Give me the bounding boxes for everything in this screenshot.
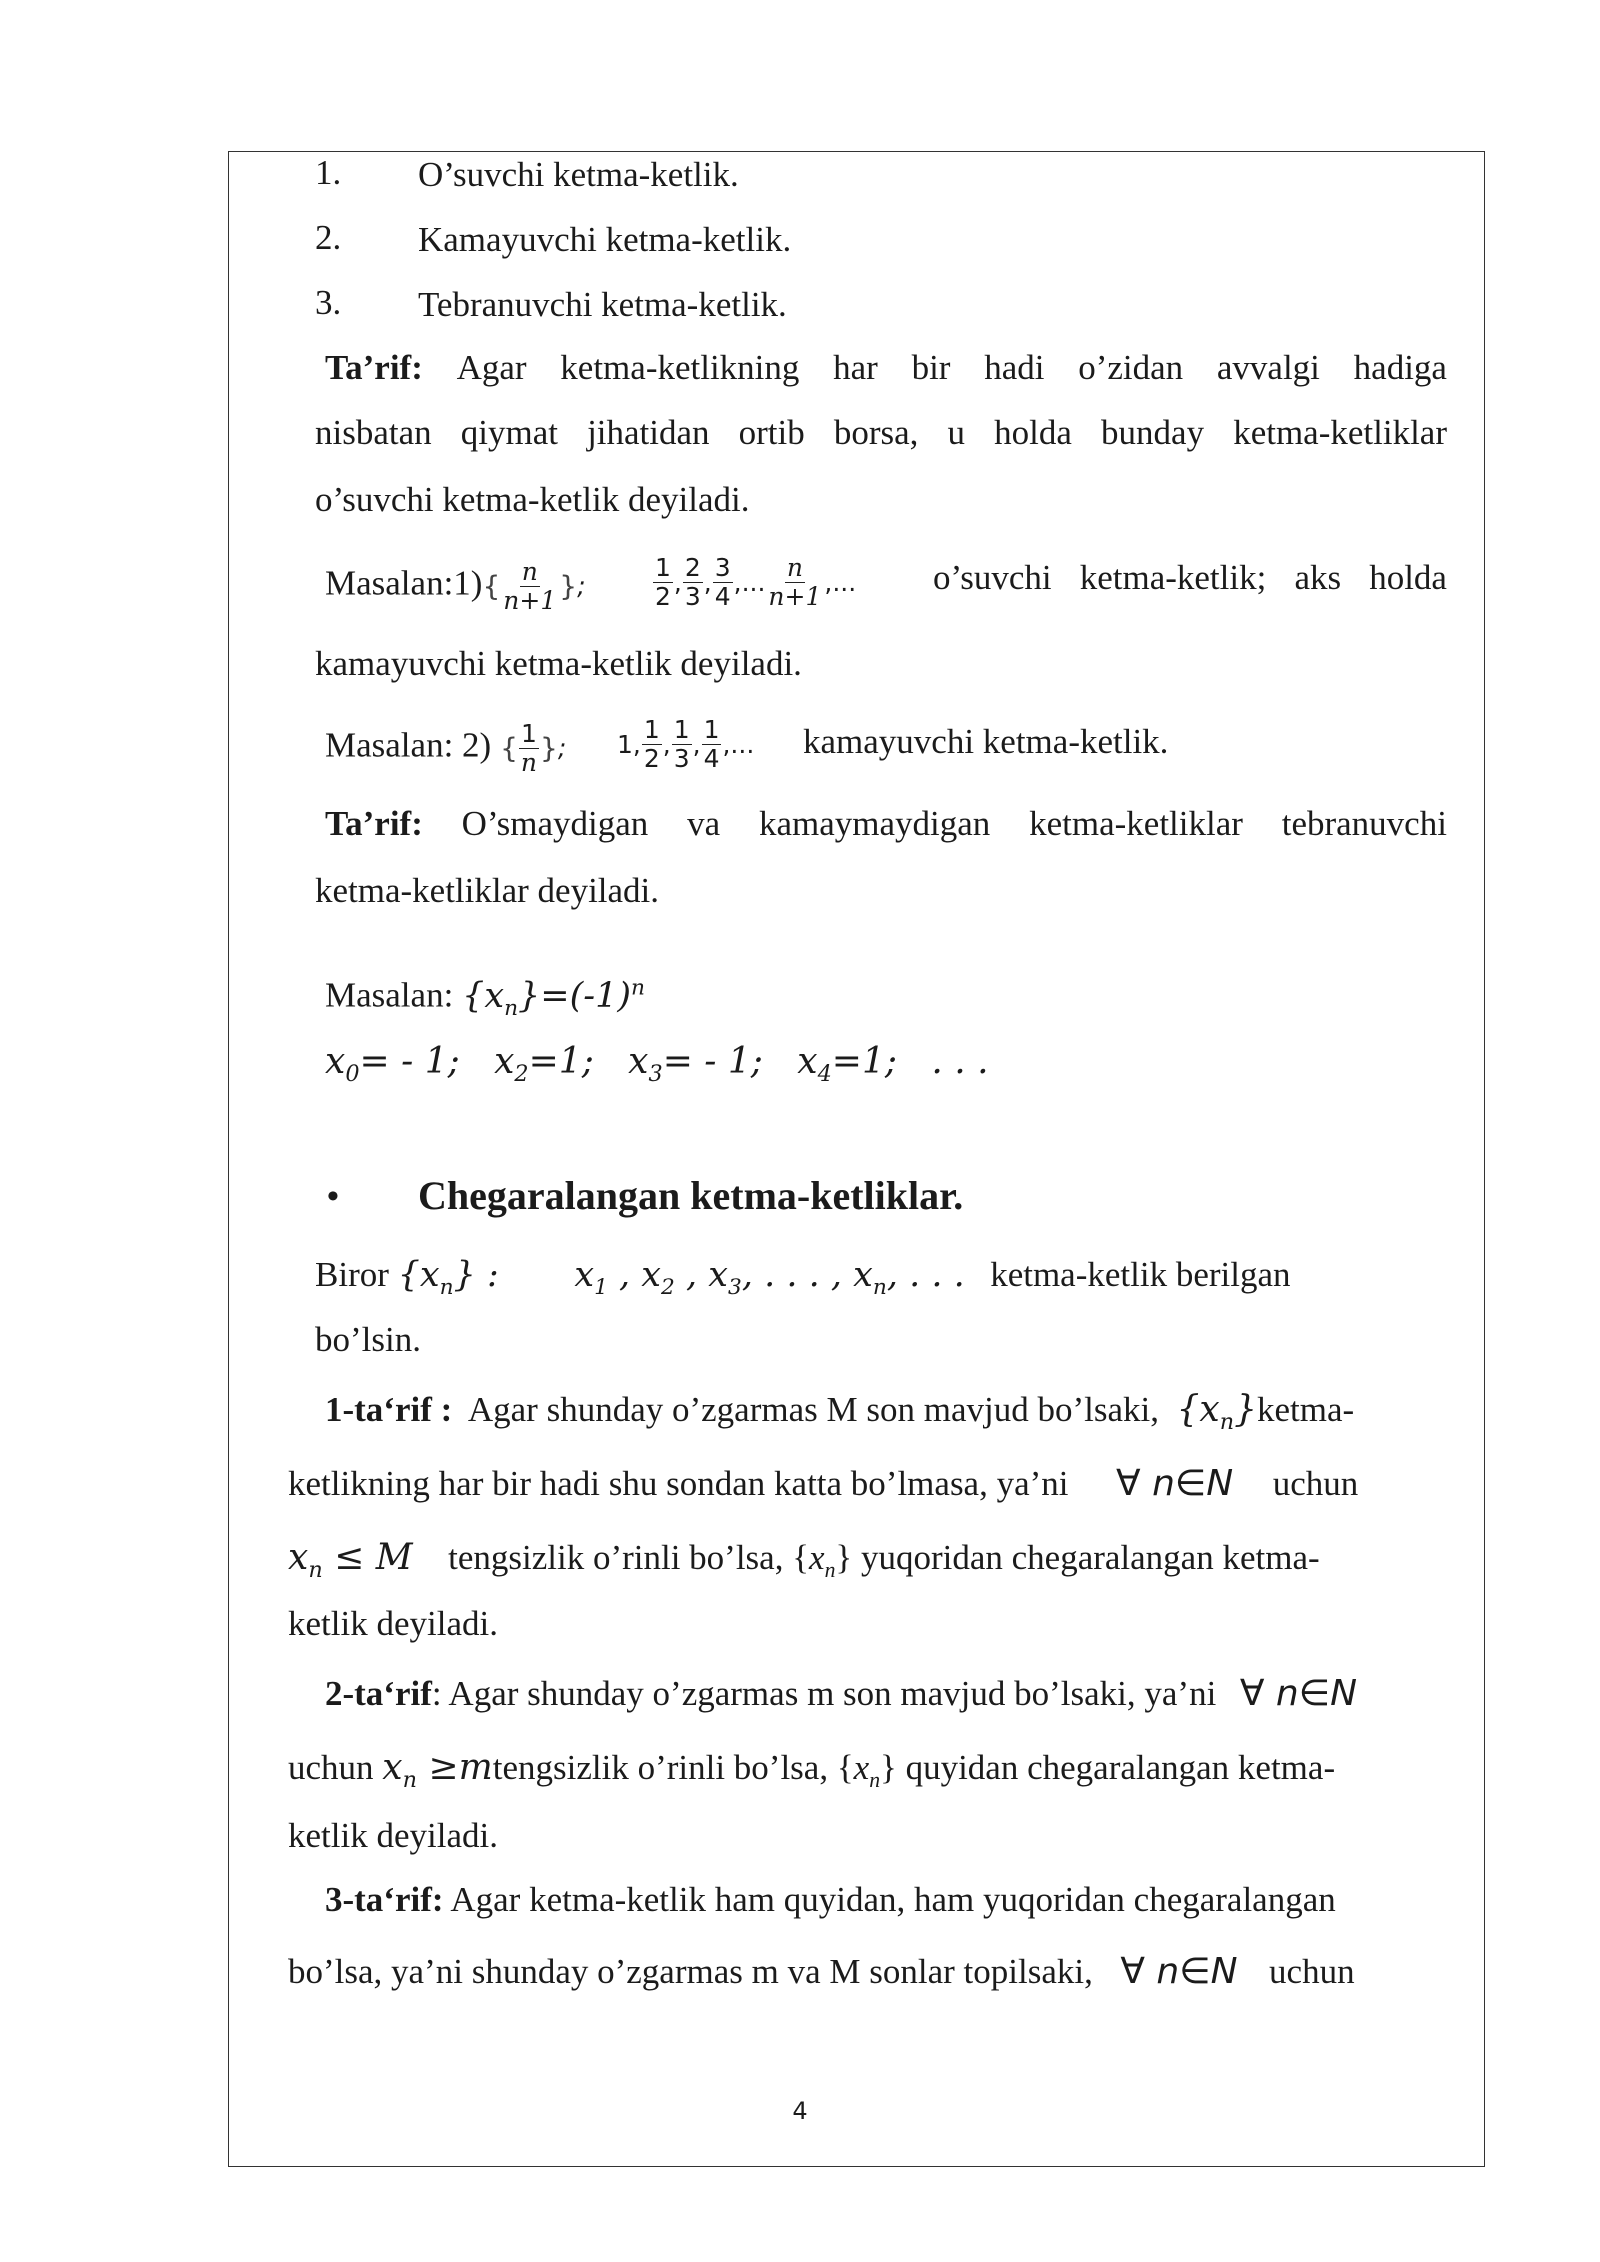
- example-prefix: Masalan:: [325, 975, 454, 1015]
- fraction: $\frac{1}{2}$: [643, 715, 660, 774]
- biror-line-2: bo’lsin.: [315, 1320, 421, 1359]
- word: qiymat: [460, 413, 558, 452]
- def-3-line-1: 3-ta‘rif: Agar ketma-ketlik ham quyidan, ham yuqoridan chegaralangan: [325, 1880, 1336, 1919]
- word: ketma-ketliklar: [1029, 804, 1243, 843]
- def-1-line-4: ketlik deyiladi.: [288, 1604, 498, 1643]
- fraction: $\frac{1}{3}$: [673, 715, 690, 774]
- def-1-line-2: ketlikning har bir hadi shu sondan katta bo’lmasa, ya’ni ∀ n∈N uchun: [288, 1463, 1359, 1504]
- word: holda: [994, 413, 1072, 452]
- def-2-line-3: ketlik deyiladi.: [288, 1816, 498, 1855]
- forall-symbol: ∀ n∈N: [1239, 1673, 1358, 1714]
- fraction: $\frac{n}{n+1}$: [503, 557, 557, 615]
- word: u: [947, 413, 966, 452]
- list-item: O’suvchi ketma-ketlik.: [418, 155, 739, 194]
- word: hadiga: [1353, 348, 1447, 387]
- biror-line: Biror $\{x_n\}$ : $x_1$ , $x_2$ , $x_3$, . . . , $x_n$, . . . ketma-ketlik berilgan: [315, 1255, 1291, 1300]
- fraction: $\frac{1}{n}$: [520, 719, 538, 777]
- definition-label: Ta’rif:: [325, 348, 423, 387]
- word: o’zidan: [1078, 348, 1184, 387]
- word: va: [687, 804, 721, 843]
- example-text: kamayuvchi ketma-ketlik.: [803, 722, 1169, 761]
- example-3-terms: $x_0= - 1$; $x_2=1$; $x_3= - 1$; $x_4=1$; . . .: [325, 1041, 989, 1088]
- word: ketma-ketlikning: [560, 348, 800, 387]
- fraction: $\frac{3}{4}$: [714, 553, 731, 612]
- fraction: $\frac{1}{2}$: [655, 553, 671, 612]
- def-2-line-1: 2-ta‘rif: Agar shunday o’zgarmas m son mavjud bo’lsaki, ya’ni ∀ n∈N: [325, 1673, 1358, 1714]
- page-frame: [228, 151, 1485, 2167]
- word: nisbatan: [315, 413, 432, 452]
- word: kamaymaydigan: [758, 804, 991, 843]
- def-1-line-3: $x_n \le M$ tengsizlik o’rinli bo’lsa, $\{x_n\}$ yuqoridan chegaralangan ketma-: [288, 1537, 1320, 1584]
- word: avvalgi: [1216, 348, 1320, 387]
- forall-symbol: ∀ n∈N: [1120, 1951, 1238, 1992]
- list-number: 3.: [315, 283, 342, 322]
- word: jihatidan: [587, 413, 710, 452]
- def-1-line-1: 1-ta‘rif : Agar shunday o’zgarmas M son mavjud bo’lsaki, $\{x_n\}ketma-$: [325, 1389, 1355, 1436]
- word: bunday: [1101, 413, 1205, 452]
- example-prefix: Masalan:1): [325, 563, 483, 603]
- example-1-line: Masalan:1){ $\frac{n}{n+1}$ };: [325, 557, 586, 615]
- def-3-line-2: bo’lsa, ya’ni shunday o’zgarmas m va M sonlar topilsaki, ∀ n∈N uchun: [288, 1951, 1355, 1992]
- word: tebranuvchi: [1281, 804, 1447, 843]
- fraction: $\frac{1}{4}$: [703, 715, 720, 774]
- word: ketma-ketlik;: [1079, 558, 1267, 597]
- page-number: 4: [792, 2097, 808, 2125]
- word: aks: [1294, 558, 1342, 597]
- section-title: Chegaralangan ketma-ketliklar.: [418, 1173, 964, 1218]
- definition-text: ketma-ketliklar deyiladi.: [315, 871, 660, 910]
- bullet: •: [327, 1178, 339, 1215]
- word: ortib: [738, 413, 805, 452]
- forall-symbol: ∀ n∈N: [1116, 1463, 1234, 1504]
- list-item: Tebranuvchi ketma-ketlik.: [418, 285, 787, 324]
- fraction: $\frac{2}{3}$: [684, 553, 701, 612]
- list-number: 1.: [315, 153, 342, 192]
- example-1-sequence: $\frac{1}{2}$ , $\frac{2}{3}$ , $\frac{3}{4}$ ,... $\frac{n}{n+1}$ ,...: [655, 553, 857, 612]
- word: holda: [1369, 558, 1447, 597]
- definition-label: Ta’rif:: [325, 804, 423, 843]
- word: o’suvchi: [933, 558, 1052, 597]
- word: hadi: [984, 348, 1045, 387]
- word: ketma-ketliklar: [1233, 413, 1447, 452]
- word: Agar: [456, 348, 527, 387]
- example-text: kamayuvchi ketma-ketlik deyiladi.: [315, 644, 802, 683]
- example-prefix: Masalan: 2): [325, 725, 492, 765]
- word: O’smaydigan: [461, 804, 649, 843]
- def-2-line-2: uchun $x_n$ ≥mtengsizlik o’rinli bo’lsa, $\{x_n\}$ quyidan chegaralangan ketma-: [288, 1747, 1336, 1794]
- example-3-formula: Masalan: $\{x_n\}=(-1)^n$: [325, 975, 645, 1021]
- definition-text: o’suvchi ketma-ketlik deyiladi.: [315, 480, 750, 519]
- example-2-line: Masalan: 2) { $\frac{1}{n}$ };: [325, 719, 567, 777]
- definition-label: 2-ta‘rif: [325, 1674, 432, 1713]
- list-item: Kamayuvchi ketma-ketlik.: [418, 220, 792, 259]
- fraction: $\frac{n}{n+1}$: [768, 553, 822, 612]
- example-2-sequence: 1, $\frac{1}{2}$ , $\frac{1}{3}$ , $\frac{1}{4}$ ,...: [617, 715, 755, 774]
- definition-label: 3-ta‘rif:: [325, 1880, 444, 1919]
- word: bir: [911, 348, 951, 387]
- definition-label: 1-ta‘rif :: [325, 1390, 453, 1429]
- word: har: [833, 348, 878, 387]
- word: borsa,: [833, 413, 919, 452]
- list-number: 2.: [315, 218, 342, 257]
